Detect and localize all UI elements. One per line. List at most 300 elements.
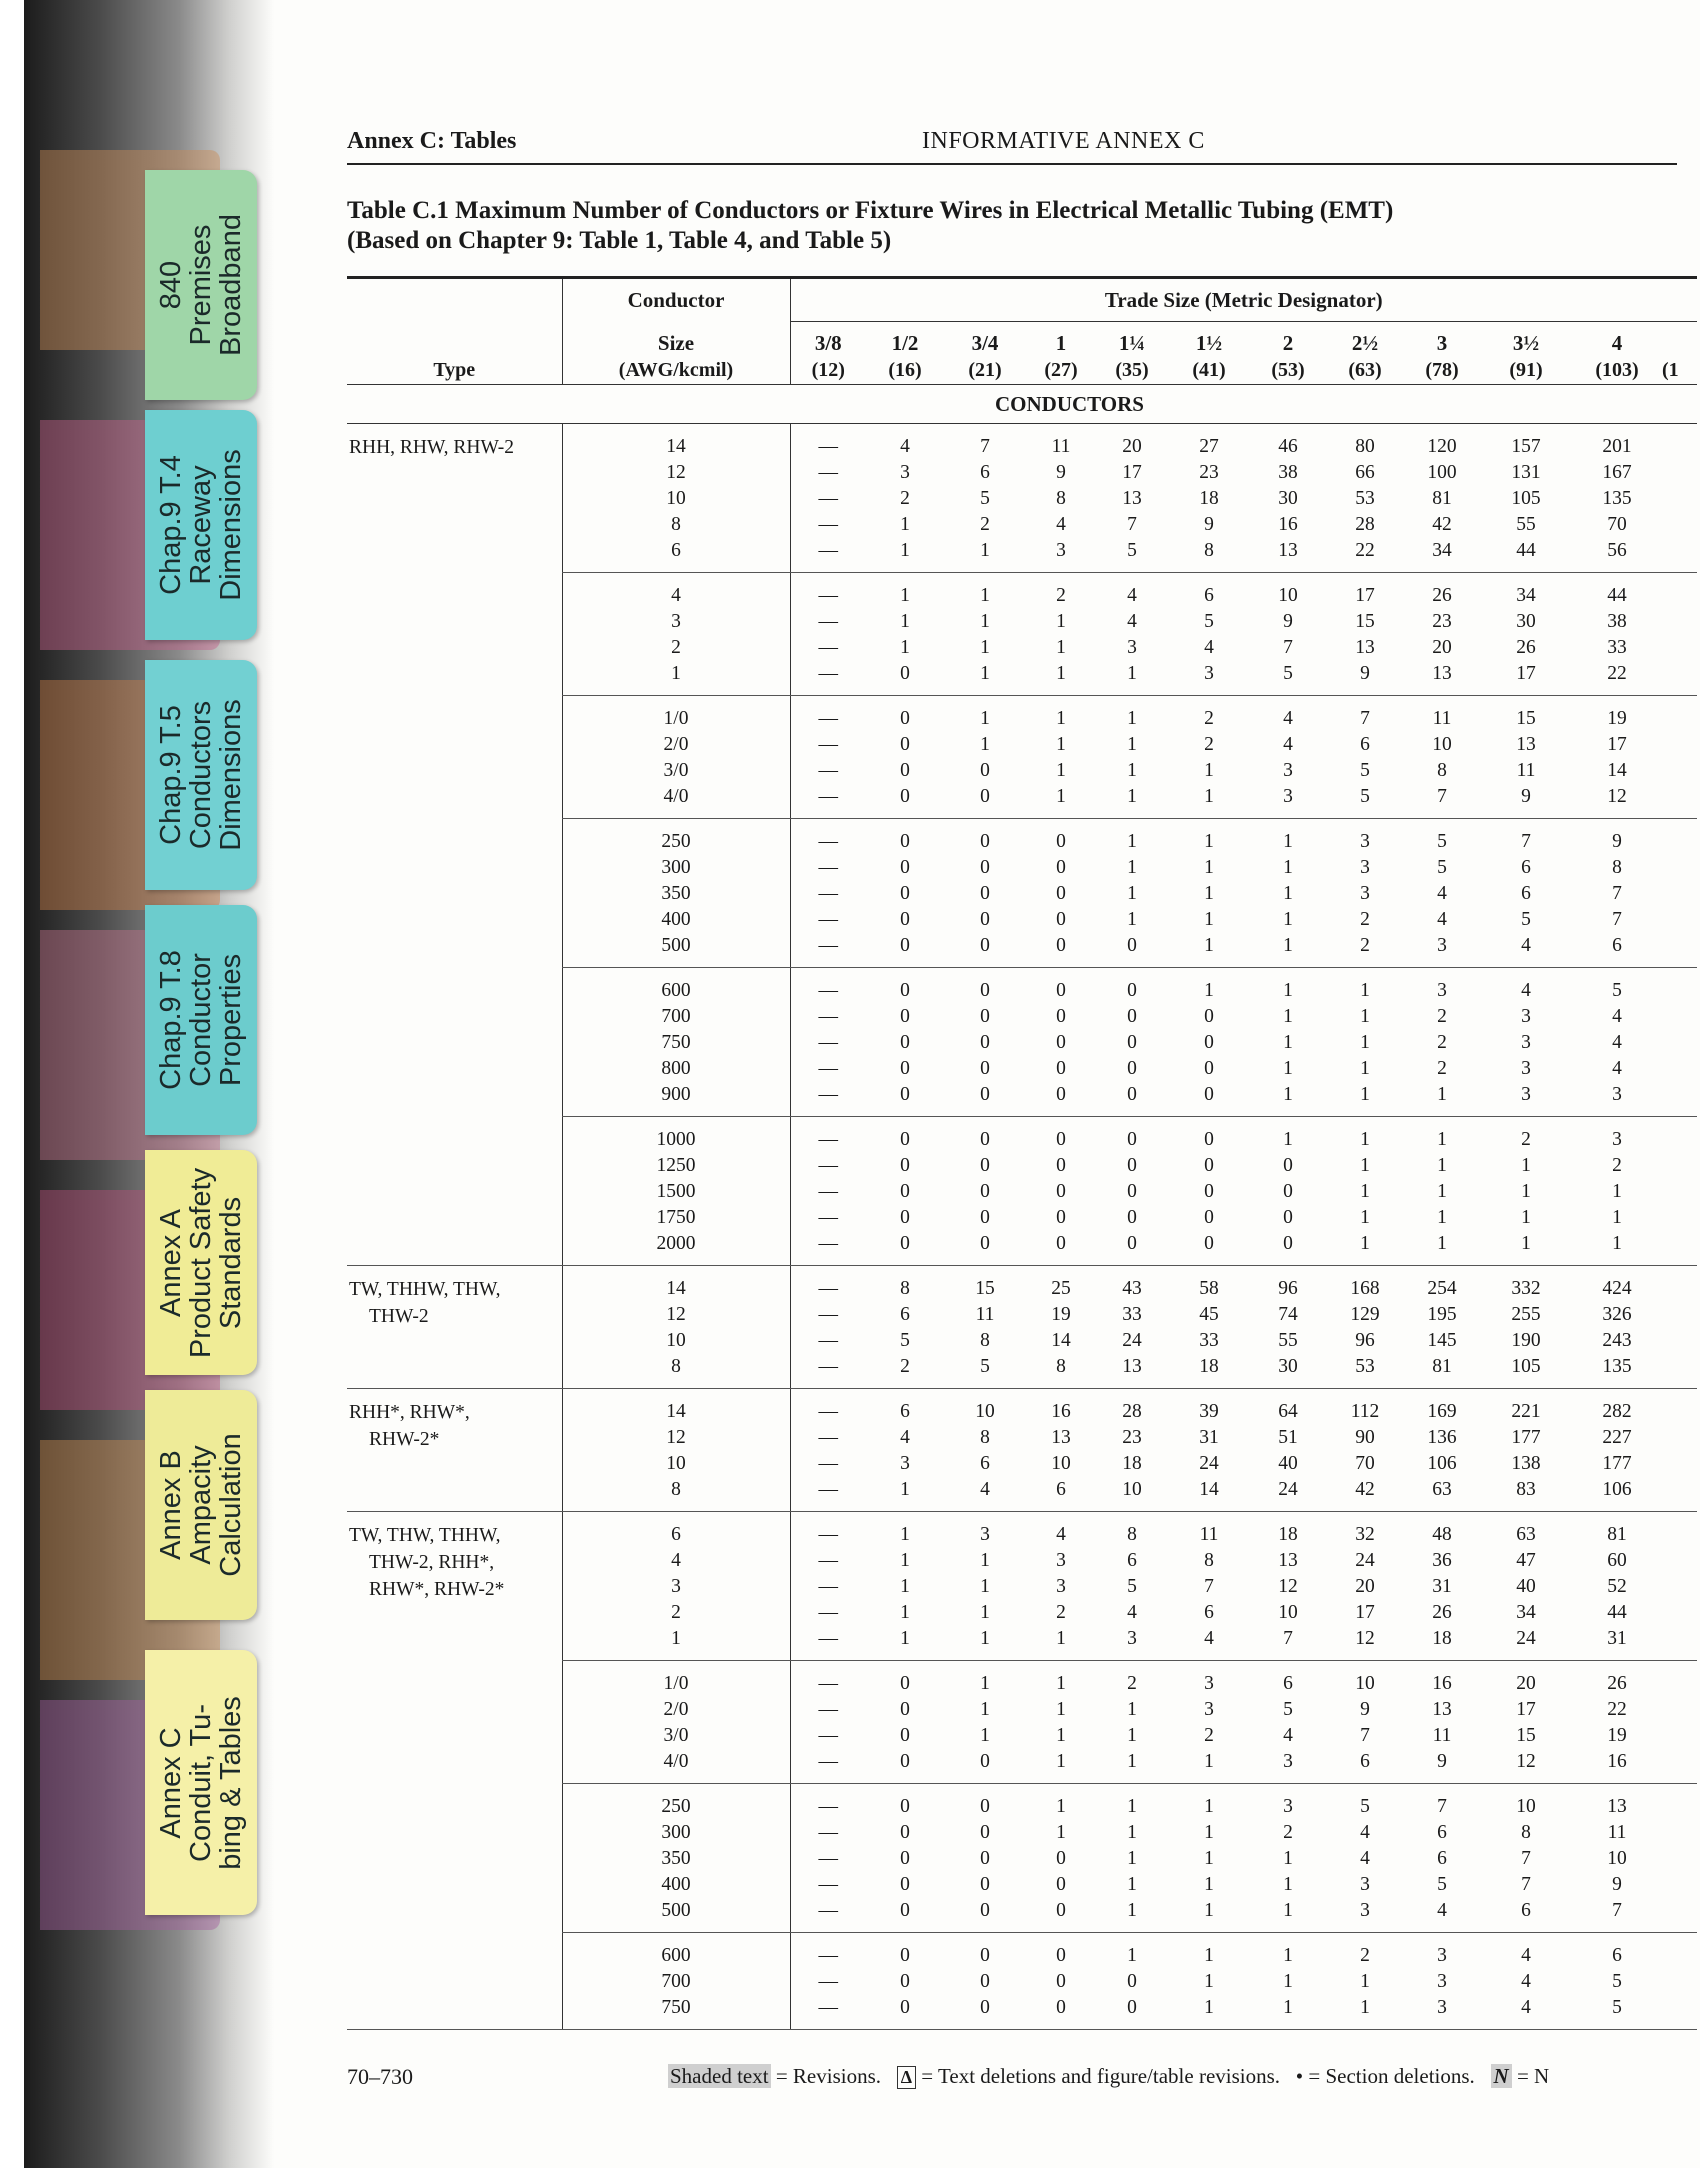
conductor-count: 45 — [1199, 1304, 1219, 1325]
conductor-count: 0 — [1096, 1231, 1168, 1266]
conductor-count: 0 — [1026, 1995, 1096, 2030]
conductor-count: 1 — [1096, 1898, 1168, 1933]
conductor-count: 60 — [1607, 1550, 1627, 1571]
conductor-size: 8 — [562, 1354, 790, 1389]
conductor-count: 5 — [1204, 611, 1214, 632]
conductor-count: 34 — [1404, 538, 1480, 573]
conductor-size: 3/0 — [562, 758, 790, 784]
conductor-count: — — [790, 538, 866, 573]
conductor-count: 135 — [1602, 488, 1632, 509]
conductor-count: 10 — [1051, 1453, 1071, 1474]
conductor-count: 282 — [1572, 1389, 1662, 1426]
conductor-count: 6 — [1204, 585, 1214, 606]
conductor-count: 13 — [1250, 538, 1326, 573]
conductor-count: — — [818, 1550, 838, 1571]
conductor-count: 0 — [1204, 1058, 1214, 1079]
conductor-count: 15 — [1516, 708, 1536, 729]
conductor-count: 12 — [1480, 1749, 1572, 1784]
conductor-count: — — [790, 1898, 866, 1933]
conductor-count: — — [818, 1725, 838, 1746]
conductor-count: — — [818, 1155, 838, 1176]
header-row-2 — [347, 322, 1697, 357]
conductor-count: 12 — [1326, 1626, 1404, 1661]
conductor-count: 4 — [1026, 1512, 1096, 1549]
conductor-size: 1 — [562, 661, 790, 696]
conductor-count: — — [818, 1602, 838, 1623]
conductor-count: 1 — [1283, 1006, 1293, 1027]
conductor-count: 4 — [944, 1477, 1026, 1512]
conductor-count: — — [818, 760, 838, 781]
conductor-count: 8 — [1096, 1512, 1168, 1549]
conductor-count: 1 — [1283, 883, 1293, 904]
conductor-count: — — [818, 1673, 838, 1694]
conductor-count: 2 — [1204, 708, 1214, 729]
conductor-count: 0 — [1026, 1898, 1096, 1933]
conductor-count: 0 — [1204, 1032, 1214, 1053]
cut-off-cell — [1662, 732, 1697, 758]
conductor-count: 31 — [1432, 1576, 1452, 1597]
conductor-count: 19 — [1607, 708, 1627, 729]
conductor-count: 0 — [1026, 933, 1096, 968]
conductor-count: 1 — [1026, 784, 1096, 819]
page-number: 70–730 — [347, 2064, 413, 2089]
cut-off-cell — [1662, 1846, 1697, 1872]
conductor-count: — — [818, 734, 838, 755]
conductor-count: 10 — [1096, 1477, 1168, 1512]
conductor-count: — — [818, 1304, 838, 1325]
trade-size-col-4: 1¼ — [1118, 331, 1146, 355]
conductor-count: 1 — [1572, 1231, 1662, 1266]
conductor-count: 25 — [1026, 1266, 1096, 1303]
conductor-count: 1 — [1360, 980, 1370, 1001]
cut-off-cell — [1662, 1117, 1697, 1154]
section-tab-2[interactable] — [145, 660, 257, 890]
cut-off-cell — [1662, 1661, 1697, 1698]
section-tab-6[interactable] — [145, 1650, 257, 1915]
conductor-count: 3 — [1612, 1129, 1622, 1150]
conductor-type — [347, 1266, 562, 1389]
conductor-count: 17 — [1480, 661, 1572, 696]
conductor-count: 0 — [1127, 1129, 1137, 1150]
conductor-count: 9 — [1404, 1749, 1480, 1784]
conductor-count: 6 — [1326, 1749, 1404, 1784]
conductor-count: 20 — [1122, 436, 1142, 457]
conductor-count: 0 — [900, 1796, 910, 1817]
cut-off-cell — [1662, 907, 1697, 933]
conductor-count: 13 — [1122, 488, 1142, 509]
conductor-count: 1 — [1250, 1995, 1326, 2030]
conductor-count: 1 — [1168, 933, 1250, 968]
cut-off-cell — [1662, 1697, 1697, 1723]
conductor-count: 0 — [1127, 1181, 1137, 1202]
conductor-count: 1 — [1360, 1155, 1370, 1176]
conductor-count: 9 — [1360, 1699, 1370, 1720]
conductor-count: 12 — [1278, 1576, 1298, 1597]
conductor-count: 1 — [900, 1550, 910, 1571]
conductor-count: 24 — [1250, 1477, 1326, 1512]
conductor-count: 1 — [1521, 1181, 1531, 1202]
conductor-count: 5 — [1572, 1995, 1662, 2030]
conductor-count: 9 — [1612, 1874, 1622, 1895]
conductor-count: 5 — [1326, 784, 1404, 819]
conductor-count: 106 — [1427, 1453, 1457, 1474]
conductor-count: 4 — [1521, 1945, 1531, 1966]
conductor-size: 2/0 — [562, 732, 790, 758]
conductor-size: 750 — [562, 1995, 790, 2030]
cut-off-cell — [1662, 1231, 1697, 1266]
conductor-count: 18 — [1404, 1626, 1480, 1661]
conductor-count: 1 — [980, 585, 990, 606]
conductor-count: 0 — [900, 1032, 910, 1053]
conductor-type — [347, 1389, 562, 1512]
cut-off-cell — [1662, 1179, 1697, 1205]
conductor-count: 0 — [900, 1006, 910, 1027]
conductor-count: 3 — [1026, 538, 1096, 573]
conductor-count: 1 — [866, 1512, 944, 1549]
conductor-count: 1 — [1168, 784, 1250, 819]
conductor-count: 0 — [866, 1231, 944, 1266]
conductor-count: 1 — [1480, 1231, 1572, 1266]
section-tab-1[interactable] — [145, 410, 257, 640]
size-header-line-3: (AWG/kcmil) — [562, 356, 790, 385]
conductor-count: 1 — [1026, 661, 1096, 696]
conductor-count: 1 — [1521, 1155, 1531, 1176]
conductor-count: 1 — [1250, 933, 1326, 968]
conductor-count: 63 — [1480, 1512, 1572, 1549]
conductor-type — [347, 424, 562, 1266]
conductor-count: 0 — [1056, 1181, 1066, 1202]
conductor-type-line: THW-2, RHH*, — [369, 1552, 495, 1573]
conductor-count: — — [790, 784, 866, 819]
conductor-count: 19 — [1051, 1304, 1071, 1325]
conductor-count: 8 — [980, 1330, 990, 1351]
conductor-count: — — [818, 1181, 838, 1202]
conductor-count: 13 — [1355, 637, 1375, 658]
conductor-count: 40 — [1516, 1576, 1536, 1597]
metric-designator-col-4: (35) — [1096, 356, 1168, 385]
conductor-count: 135 — [1572, 1354, 1662, 1389]
conductor-size: 250 — [562, 819, 790, 856]
conductor-count: — — [818, 1796, 838, 1817]
conductor-count: 1 — [900, 611, 910, 632]
conductor-count: 9 — [1283, 611, 1293, 632]
conductor-count: 4 — [1612, 1032, 1622, 1053]
conductor-count: 1 — [1437, 1155, 1447, 1176]
conductor-count: 1 — [1056, 1822, 1066, 1843]
conductor-count: 10 — [1355, 1673, 1375, 1694]
conductor-count: 7 — [1404, 784, 1480, 819]
conductor-type-line: TW, THW, THHW, — [349, 1525, 501, 1546]
conductor-count: 30 — [1250, 1354, 1326, 1389]
size-header-line-2: Size — [562, 322, 790, 357]
trade-size-col-5: 1½ — [1195, 331, 1223, 355]
conductor-count: 3 — [1360, 883, 1370, 904]
conductor-count: 2 — [1437, 1006, 1447, 1027]
conductor-count: 64 — [1250, 1389, 1326, 1426]
conductor-count: 1 — [1326, 1231, 1404, 1266]
conductor-count: 1 — [980, 1725, 990, 1746]
conductor-count: 12 — [1572, 784, 1662, 819]
cut-off-cell — [1662, 1354, 1697, 1389]
conductor-count: 34 — [1516, 585, 1536, 606]
section-tab-0[interactable] — [145, 170, 257, 400]
conductor-type-line: RHW-2* — [369, 1429, 440, 1450]
conductor-count: 1 — [1404, 1082, 1480, 1117]
conductor-count: 7 — [1521, 831, 1531, 852]
conductor-count: 33 — [1607, 637, 1627, 658]
header-row-1 — [347, 278, 1697, 322]
conductor-count: 9 — [1480, 784, 1572, 819]
conductor-size: 1/0 — [562, 1661, 790, 1698]
conductor-count: 2 — [1056, 585, 1066, 606]
conductor-count: 0 — [900, 1673, 910, 1694]
conductor-count: 0 — [980, 1874, 990, 1895]
conductor-count: 1 — [1127, 909, 1137, 930]
cut-off-cell — [1662, 1548, 1697, 1574]
conductor-count: 24 — [1355, 1550, 1375, 1571]
conductor-count: 0 — [944, 1898, 1026, 1933]
conductor-count: 3 — [900, 462, 910, 483]
conductor-size: 900 — [562, 1082, 790, 1117]
conductor-count: 0 — [980, 909, 990, 930]
conductor-count: 2 — [1612, 1155, 1622, 1176]
conductor-count: 1 — [1612, 1181, 1622, 1202]
conductor-count: 112 — [1326, 1389, 1404, 1426]
legend-revisions: = Revisions. — [775, 2064, 881, 2088]
conductor-count: 1 — [1283, 1058, 1293, 1079]
conductor-count: 3 — [1437, 980, 1447, 1001]
section-tab-3[interactable] — [145, 905, 257, 1135]
running-header-center: INFORMATIVE ANNEX C — [922, 128, 1205, 154]
cut-off-cell — [1662, 968, 1697, 1005]
conductor-count: 0 — [1056, 1006, 1066, 1027]
cut-off-cell — [1662, 1933, 1697, 1970]
conductor-count: 44 — [1480, 538, 1572, 573]
conductor-count: — — [790, 1082, 866, 1117]
cut-off-cell — [1662, 1389, 1697, 1426]
conductor-count: 1 — [980, 1576, 990, 1597]
conductor-count: 190 — [1511, 1330, 1541, 1351]
conductor-count: 66 — [1355, 462, 1375, 483]
conductor-count: 5 — [1127, 1576, 1137, 1597]
conductor-count: 39 — [1168, 1389, 1250, 1426]
conductor-count: 8 — [980, 1427, 990, 1448]
conductor-count: — — [818, 831, 838, 852]
table-row — [347, 1389, 1697, 1426]
conductor-count: 0 — [900, 1945, 910, 1966]
conductor-count: 30 — [1278, 488, 1298, 509]
conductor-count: 8 — [1056, 488, 1066, 509]
conductor-size: 14 — [562, 1389, 790, 1426]
section-tab-label: Chap.9 T.4 Raceway Dimensions — [155, 449, 247, 601]
conductor-count: 9 — [1056, 462, 1066, 483]
conductor-count: 0 — [1056, 1032, 1066, 1053]
conductor-count: 30 — [1516, 611, 1536, 632]
conductor-count: 1 — [1026, 1749, 1096, 1784]
trade-size-col-11 — [1662, 322, 1697, 357]
conductor-count: 7 — [1250, 1626, 1326, 1661]
conductor-count: — — [818, 708, 838, 729]
conductor-count: 1 — [1127, 831, 1137, 852]
trade-size-col-6: 2 — [1282, 331, 1294, 355]
conductor-count: 1 — [980, 611, 990, 632]
conductor-count: 0 — [980, 1006, 990, 1027]
conductor-count: 1 — [1056, 734, 1066, 755]
conductor-count: 1 — [1056, 708, 1066, 729]
conductor-count: 9 — [1204, 514, 1214, 535]
conductor-count: 0 — [866, 661, 944, 696]
conductor-count: 13 — [1096, 1354, 1168, 1389]
trade-size-col-2: 3/4 — [971, 331, 999, 355]
conductor-count: 70 — [1607, 514, 1627, 535]
conductor-count: 0 — [980, 1181, 990, 1202]
trade-size-title: Trade Size (Metric Designator) — [790, 278, 1697, 322]
conductor-count: 3 — [1437, 1971, 1447, 1992]
conductor-count: 1 — [866, 1477, 944, 1512]
section-tab-label: 840 Premises Broadband — [155, 214, 247, 356]
table-caption — [347, 196, 1393, 256]
conductor-count: 1 — [1056, 1796, 1066, 1817]
running-header-left: Annex C: Tables — [347, 128, 517, 154]
conductor-size: 700 — [562, 1969, 790, 1995]
conductor-count: 2 — [1437, 1032, 1447, 1053]
conductor-count: 5 — [1250, 661, 1326, 696]
conductor-count: 0 — [866, 933, 944, 968]
conductor-count: 0 — [980, 1207, 990, 1228]
conductor-count: 13 — [1607, 1796, 1627, 1817]
cut-off-cell — [1662, 609, 1697, 635]
conductor-count: 13 — [1516, 734, 1536, 755]
conductor-count: 1 — [1437, 1181, 1447, 1202]
cut-off-cell — [1662, 661, 1697, 696]
conductor-count: 167 — [1602, 462, 1632, 483]
page-spine — [0, 0, 26, 2168]
conductor-size: 400 — [562, 907, 790, 933]
section-tab-5[interactable] — [145, 1390, 257, 1620]
conductor-count: 5 — [1096, 538, 1168, 573]
conductor-count: 9 — [1326, 661, 1404, 696]
conductor-count: 38 — [1278, 462, 1298, 483]
conductor-count: 1 — [1250, 1082, 1326, 1117]
conductor-count: 20 — [1516, 1673, 1536, 1694]
conductor-count: 7 — [980, 436, 990, 457]
conductor-count: 1 — [980, 708, 990, 729]
conductor-size: 3/0 — [562, 1723, 790, 1749]
conductor-count: 106 — [1572, 1477, 1662, 1512]
conductor-count: 1 — [1360, 1006, 1370, 1027]
conductor-type — [347, 1512, 562, 2030]
conductor-count: 1 — [1204, 1796, 1214, 1817]
cut-off-cell — [1662, 881, 1697, 907]
conductor-count: 31 — [1572, 1626, 1662, 1661]
conductor-count: 19 — [1607, 1725, 1627, 1746]
conductor-count: 0 — [900, 1699, 910, 1720]
conductor-count: 1 — [1168, 1995, 1250, 2030]
conductor-size: 6 — [562, 1512, 790, 1549]
conductor-count: 0 — [900, 831, 910, 852]
conductor-count: 1 — [1612, 1207, 1622, 1228]
conductor-count: — — [818, 585, 838, 606]
conductor-count: 4 — [1127, 585, 1137, 606]
conductor-count: 2 — [1056, 1602, 1066, 1623]
cut-off-cell — [1662, 1056, 1697, 1082]
conductor-count: 5 — [1283, 1699, 1293, 1720]
cut-off-cell — [1662, 1600, 1697, 1626]
conductor-count: 16 — [1278, 514, 1298, 535]
conductor-count: 6 — [866, 1389, 944, 1426]
cut-off-cell — [1662, 855, 1697, 881]
conductor-size: 10 — [562, 1328, 790, 1354]
conductor-count: 0 — [1056, 1129, 1066, 1150]
conductor-count: 1 — [1127, 1699, 1137, 1720]
conductor-size: 4/0 — [562, 784, 790, 819]
conductor-count: 8 — [1026, 1354, 1096, 1389]
conductor-count: 47 — [1516, 1550, 1536, 1571]
cut-off-cell — [1662, 1153, 1697, 1179]
conductor-size: 8 — [562, 512, 790, 538]
conductor-count: 6 — [1521, 883, 1531, 904]
conductor-count: 0 — [1056, 1848, 1066, 1869]
cut-off-cell — [1662, 819, 1697, 856]
section-tab-4[interactable] — [145, 1150, 257, 1375]
conductor-count: 2 — [900, 488, 910, 509]
conductor-count: 1 — [1283, 1945, 1293, 1966]
conductor-count: 0 — [1127, 1207, 1137, 1228]
conductor-count: 0 — [1026, 1082, 1096, 1117]
conductor-count: 4 — [1480, 1995, 1572, 2030]
conductor-count: 0 — [1127, 1006, 1137, 1027]
conductor-count: 1 — [1127, 1796, 1137, 1817]
conductor-count: 7 — [1360, 1725, 1370, 1746]
conductor-count: 1 — [1127, 857, 1137, 878]
conductor-count: 105 — [1511, 488, 1541, 509]
conductor-size: 1000 — [562, 1117, 790, 1154]
conductor-size: 8 — [562, 1477, 790, 1512]
conductor-count: 31 — [1199, 1427, 1219, 1448]
conductor-count: 26 — [1516, 637, 1536, 658]
conductor-size: 600 — [562, 1933, 790, 1970]
conductor-count: 1 — [900, 585, 910, 606]
metric-designator-col-9: (91) — [1480, 356, 1572, 385]
conductor-count: 17 — [1122, 462, 1142, 483]
conductor-count: 1 — [1056, 1699, 1066, 1720]
metric-designator-col-7: (63) — [1326, 356, 1404, 385]
conductor-count: — — [818, 1874, 838, 1895]
conductor-size: 4 — [562, 573, 790, 610]
conductor-count: 1 — [1360, 1971, 1370, 1992]
conductor-count: 24 — [1122, 1330, 1142, 1351]
conductor-count: 0 — [944, 1082, 1026, 1117]
header-rule — [347, 163, 1677, 165]
conductor-count: 1 — [1283, 831, 1293, 852]
cut-off-cell — [1662, 1425, 1697, 1451]
conductor-count: 1 — [1056, 1725, 1066, 1746]
conductor-count: 14 — [1607, 760, 1627, 781]
metric-designator-col-5: (41) — [1168, 356, 1250, 385]
conductor-count: 6 — [1521, 857, 1531, 878]
conductor-count: 1 — [1204, 1874, 1214, 1895]
conductor-count: 1 — [980, 637, 990, 658]
conductor-count: 1 — [1096, 661, 1168, 696]
conductor-type-line: RHH, RHW, RHW-2 — [349, 437, 515, 458]
conductor-count: 0 — [1283, 1181, 1293, 1202]
legend — [668, 2064, 1549, 2089]
conductor-count: 0 — [900, 1971, 910, 1992]
conductor-count: — — [818, 1058, 838, 1079]
conductor-size: 3 — [562, 609, 790, 635]
conductor-count: 1 — [1283, 1129, 1293, 1150]
conductor-count: — — [790, 1995, 866, 2030]
